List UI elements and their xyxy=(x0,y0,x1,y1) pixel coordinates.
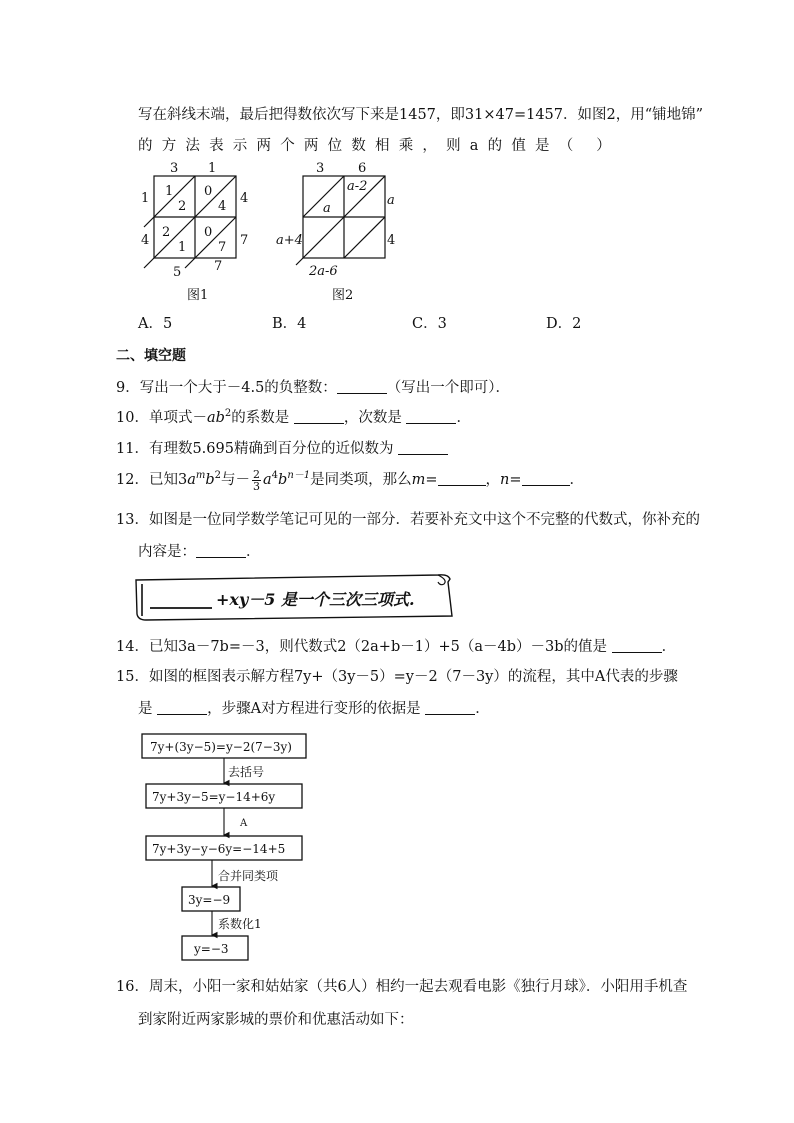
question-number: 11． xyxy=(116,441,149,457)
question-text: 已知3 xyxy=(148,472,188,488)
question-14 xyxy=(116,635,676,656)
fig1-bottom-2: 7 xyxy=(214,259,223,274)
fraction-denominator: 3 xyxy=(253,479,260,493)
option-letter: C． xyxy=(412,316,438,332)
question-number: 15． xyxy=(116,669,149,685)
note-scroll xyxy=(132,570,454,622)
fig1-bottom-1: 5 xyxy=(173,265,182,280)
flow-step-3: 合并同类项 xyxy=(218,869,279,883)
intro-line-2: 的方法表示两个两位数相乘，则a的值是（ ） xyxy=(138,138,620,154)
math-expr: ab xyxy=(206,410,225,426)
math-var: a xyxy=(187,472,196,488)
math-exponent: 4 xyxy=(271,470,279,481)
answer-blank[interactable] xyxy=(612,638,662,653)
fig1-top-2: 1 xyxy=(208,161,217,176)
question-13-line-2 xyxy=(138,540,261,561)
math-equals: = xyxy=(425,472,438,488)
answer-blank[interactable] xyxy=(406,409,456,424)
question-text: 有理数5.695精确到百分位的近似数为 xyxy=(148,441,394,457)
question-number: 12． xyxy=(116,472,149,488)
fig1-cell: 2 xyxy=(178,199,187,214)
math-equals: = xyxy=(509,472,522,488)
question-16 xyxy=(116,975,687,996)
question-text: 如图的框图表示解方程7y+（3y－5）=y－2（7－3y）的流程，其中A代表的步骤 xyxy=(148,669,678,685)
fig2-cell-a-2: a-2 xyxy=(347,179,368,194)
flow-step-1: 去括号 xyxy=(228,765,265,779)
question-number: 14． xyxy=(116,639,149,655)
fig1-cell: 0 xyxy=(204,225,213,240)
option-value: 2 xyxy=(572,316,582,332)
option-b[interactable] xyxy=(272,312,306,333)
question-16-line-2: 到家附近两家影城的票价和优惠活动如下： xyxy=(138,1012,414,1028)
fig2-caption: 图2 xyxy=(332,288,354,303)
answer-blank[interactable] xyxy=(398,440,448,455)
fig1-cell: 1 xyxy=(165,184,174,199)
option-c[interactable] xyxy=(412,312,447,333)
question-number: 16． xyxy=(116,979,149,995)
question-text: ． xyxy=(569,472,585,488)
fig1-cell: 0 xyxy=(204,184,213,199)
answer-blank[interactable] xyxy=(425,700,475,715)
option-value: 4 xyxy=(297,316,307,332)
math-exponent: 2 xyxy=(214,470,221,481)
question-text: 是 xyxy=(138,701,153,717)
fig1-cell: 7 xyxy=(218,240,227,255)
question-12: 12．已知$3a^mb^2$与－ $\frac{2}{3}$ $a^4b^{n-1}$是同类项，那么m= ，n= ． xyxy=(116,467,585,493)
question-text: 内容是： xyxy=(138,544,196,560)
question-text: ． xyxy=(456,410,471,426)
question-9 xyxy=(116,376,510,397)
figure-1 xyxy=(130,158,260,308)
question-15 xyxy=(116,665,678,686)
fig2-bottom: 2a-6 xyxy=(309,264,338,279)
fig2-cell-a: a xyxy=(323,201,331,216)
math-var: b xyxy=(205,472,215,488)
math-var: m xyxy=(411,472,426,488)
intro-line-1: 写在斜线末端，最后把得数依次写下来是1457，即31×47=1457．如图2，用“铺地锦” xyxy=(138,107,704,123)
option-value: 5 xyxy=(162,316,173,332)
flowchart xyxy=(136,728,316,964)
question-text: ． xyxy=(246,544,261,560)
option-letter: A． xyxy=(138,316,163,332)
option-a[interactable] xyxy=(138,312,172,333)
option-value: 3 xyxy=(437,316,447,332)
flow-box-2-text: 7y+3y−5=y−14+6y xyxy=(152,790,276,804)
flow-box-1-text: 7y+(3y−5)=y−2(7−3y) xyxy=(150,740,292,754)
question-text: 是同类项，那么 xyxy=(310,472,412,488)
math-var: n xyxy=(500,472,510,488)
question-text: ，次数是 xyxy=(343,410,402,426)
fig1-caption: 图1 xyxy=(187,288,209,303)
question-text: ． xyxy=(661,639,677,655)
math-exponent: m xyxy=(195,470,206,481)
fig1-cell: 4 xyxy=(218,199,227,214)
option-d[interactable] xyxy=(546,312,581,333)
figure-2 xyxy=(272,158,407,308)
question-text: ． xyxy=(475,701,490,717)
flow-box-3-text: 7y+3y−y−6y=−14+5 xyxy=(152,842,286,856)
question-number: 9． xyxy=(116,380,140,396)
fig2-left: a+4 xyxy=(276,233,303,248)
option-letter: B． xyxy=(272,316,298,332)
question-text: 周末，小阳一家和姑姑家（共6人）相约一起去观看电影《独行月球》．小阳用手机查 xyxy=(148,979,688,995)
answer-blank[interactable] xyxy=(522,471,570,486)
question-number: 10． xyxy=(116,410,149,426)
answer-blank[interactable] xyxy=(196,543,246,558)
section-title: 二、填空题 xyxy=(116,348,186,364)
question-text: 已知3a－7b=－3，则代数式2（2a+b－1）+5（a－4b）－3b的值是 xyxy=(148,639,607,655)
question-text: 单项式－ xyxy=(148,410,207,426)
question-text: 的系数是 xyxy=(231,410,290,426)
answer-blank[interactable] xyxy=(294,409,344,424)
answer-blank[interactable] xyxy=(337,379,387,394)
fig1-left-2: 4 xyxy=(141,233,150,248)
fig1-right-2: 7 xyxy=(240,233,249,248)
note-text: +xy－5 是一个三次三项式. xyxy=(216,590,415,609)
question-text: 与－ xyxy=(221,472,250,488)
math-exponent: n－1 xyxy=(287,470,311,481)
fig1-cell: 1 xyxy=(178,240,187,255)
flow-box-4-text: 3y=−9 xyxy=(188,893,231,907)
question-11 xyxy=(116,437,448,458)
fraction-numerator: 2 xyxy=(253,467,260,481)
question-text: 如图是一位同学数学笔记可见的一部分．若要补充文中这个不完整的代数式，你补充的 xyxy=(148,512,700,528)
fig1-left-1: 1 xyxy=(141,191,150,206)
math-exponent: 2 xyxy=(224,408,232,419)
fig2-right-2: 4 xyxy=(387,233,396,248)
question-10 xyxy=(116,406,471,427)
question-13 xyxy=(116,508,700,529)
flow-box-5-text: y=−3 xyxy=(194,942,229,956)
fig1-right-1: 4 xyxy=(240,191,249,206)
question-15-line-2 xyxy=(138,697,490,718)
fig2-top-1: 3 xyxy=(316,161,325,176)
fraction xyxy=(252,469,261,492)
question-number: 13． xyxy=(116,512,149,528)
flow-step-2: A xyxy=(240,818,248,829)
answer-blank[interactable] xyxy=(157,700,207,715)
answer-blank[interactable] xyxy=(438,471,486,486)
question-text: 写出一个大于－4.5的负整数： xyxy=(139,380,337,396)
fig2-right-1: a xyxy=(387,193,395,208)
question-text: （写出一个即可）． xyxy=(386,380,511,396)
fig1-cell: 2 xyxy=(162,225,171,240)
math-var: a xyxy=(263,472,272,488)
question-text: ，步骤A对方程进行变形的依据是 xyxy=(207,701,421,717)
option-letter: D． xyxy=(546,316,573,332)
flow-step-4: 系数化1 xyxy=(218,917,262,931)
fig1-top-1: 3 xyxy=(170,161,179,176)
math-var: b xyxy=(278,472,288,488)
fig2-top-2: 6 xyxy=(358,161,367,176)
